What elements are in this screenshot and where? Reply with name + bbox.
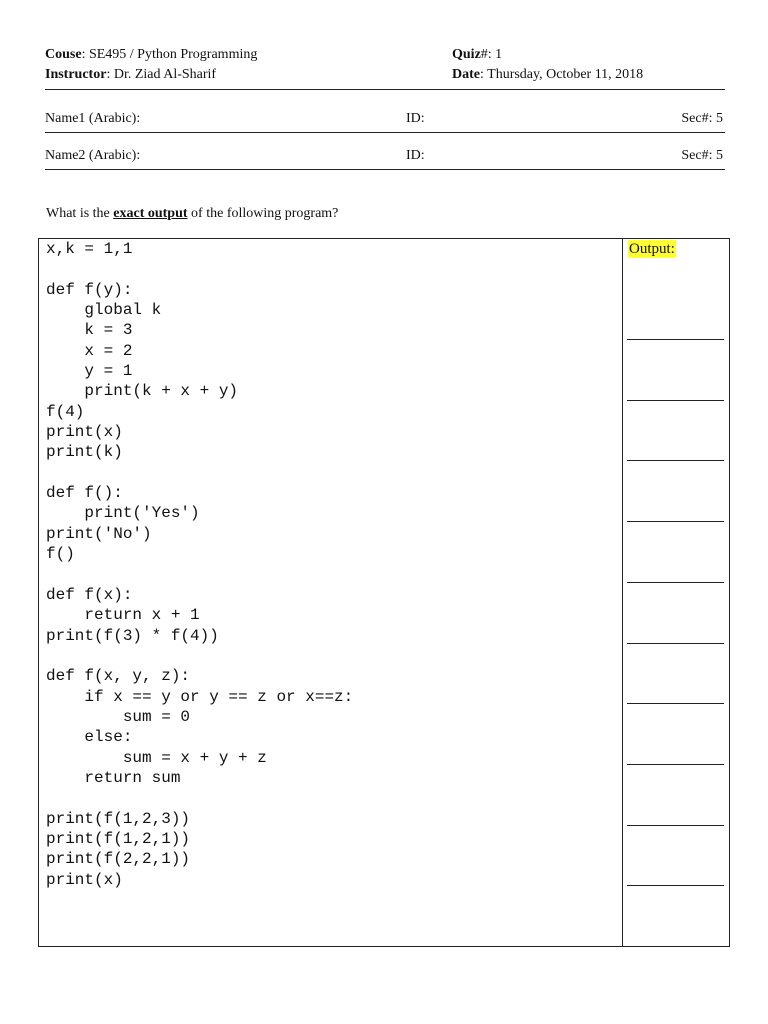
course-label: Couse [45,47,82,62]
answer-blank[interactable] [627,521,724,522]
question-prefix: What is the [46,206,114,221]
name1-label: Name1 (Arabic): [45,111,141,126]
answer-blank[interactable] [627,825,724,826]
instructor-line [45,66,216,84]
code-line: print('No') [46,524,152,543]
question-suffix: of the following program? [187,206,339,221]
course-line [45,46,257,64]
code-line: def f(): [46,484,123,503]
answer-blank[interactable] [627,885,724,886]
code-line: sum = x + y + z [46,748,267,767]
code-line: y = 1 [46,362,133,381]
date-label: Date [452,67,480,82]
code-line: print(k + x + y) [46,382,239,401]
code-line: def f(y): [46,280,133,299]
answer-blank[interactable] [627,764,724,765]
code-line: print(x) [46,870,123,889]
header-rule [45,89,725,90]
code-line: print(f(1,2,1)) [46,829,191,848]
code-line: global k [46,301,162,320]
output-divider [622,239,623,946]
code-box [38,238,730,947]
code-line: return x + 1 [46,606,200,625]
answer-blank[interactable] [627,339,724,340]
code-line: print(f(2,2,1)) [46,850,191,869]
code-line: x,k = 1,1 [46,240,133,258]
code-line: print(k) [46,443,123,462]
code-line [46,565,353,585]
instructor-value: : Dr. Ziad Al-Sharif [106,67,217,82]
name2-rule [45,169,725,170]
code-line: print(f(1,2,3)) [46,809,191,828]
quiz-value: #: 1 [480,47,503,62]
quiz-line [452,46,502,64]
answer-blank[interactable] [627,582,724,583]
quiz-label: Quiz [452,47,481,62]
answer-blank[interactable] [627,460,724,461]
code-line: f(4) [46,402,85,421]
question-text [46,205,338,223]
course-value: : SE495 / Python Programming [81,47,258,62]
code-line: sum = 0 [46,707,191,726]
code-line: else: [46,728,133,747]
code-line: return sum [46,768,181,787]
code-line: x = 2 [46,341,133,360]
question-emphasis: exact output [113,206,188,221]
code-listing [46,239,353,890]
date-line [452,66,643,84]
name2-label: Name2 (Arabic): [45,148,141,163]
sec1-label: Sec#: 5 [681,111,723,126]
id2-label: ID: [406,148,425,163]
code-line: print(f(3) * f(4)) [46,626,219,645]
answer-blank[interactable] [627,643,724,644]
sec2-label: Sec#: 5 [681,148,723,163]
code-line [46,646,353,666]
code-line [46,788,353,808]
answer-blank[interactable] [627,400,724,401]
code-line: if x == y or y == z or x==z: [46,687,354,706]
code-line [46,463,353,483]
code-line: k = 3 [46,321,133,340]
code-line: def f(x): [46,585,133,604]
code-line: def f(x, y, z): [46,667,191,686]
output-label: Output: [629,241,675,257]
code-line: print(x) [46,423,123,442]
id1-label: ID: [406,111,425,126]
answer-blank[interactable] [627,703,724,704]
code-line: print('Yes') [46,504,200,523]
code-line: f() [46,545,75,564]
date-value: : Thursday, October 11, 2018 [480,67,644,82]
name1-rule [45,132,725,133]
code-line [46,259,353,279]
instructor-label: Instructor [45,67,107,82]
